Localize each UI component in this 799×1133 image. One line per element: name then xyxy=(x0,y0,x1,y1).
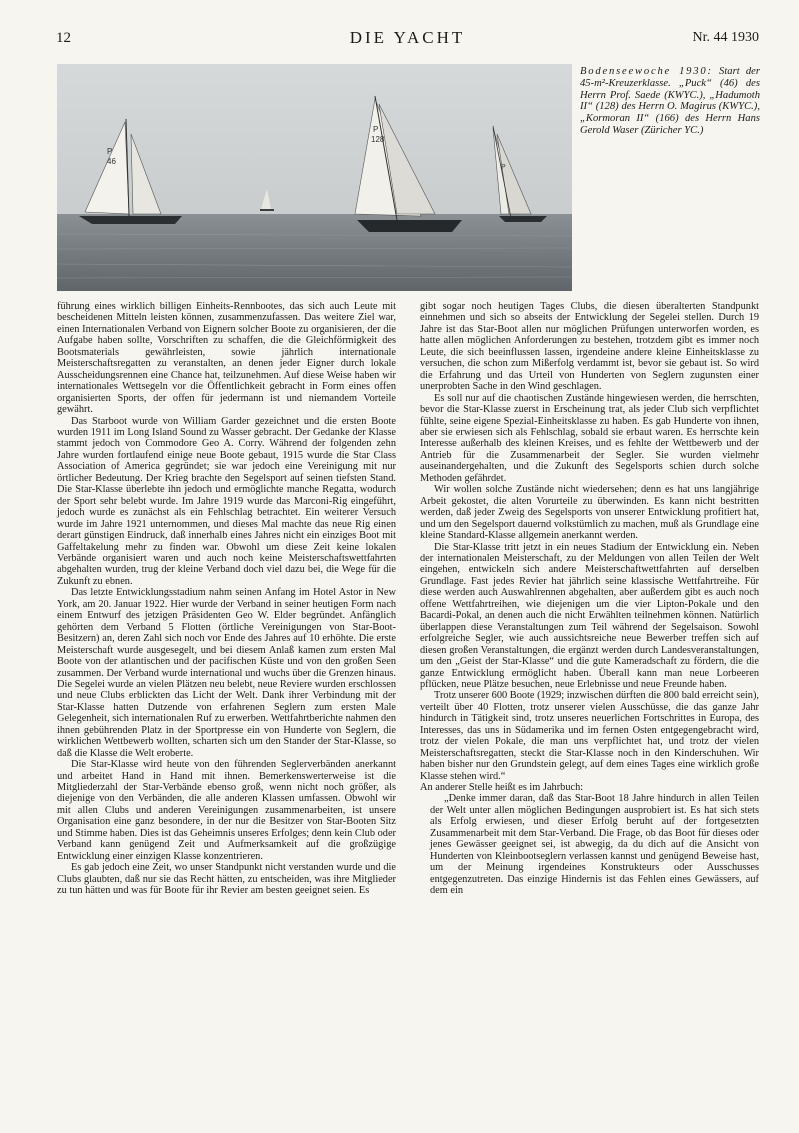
paragraph: Die Star-Klasse wird heute von den führenden Seglerverbänden anerkannt und arbeitet Hand in Hand mit ihnen. Bemerkenswerterweise ist die Mitgliederzahl der Star-Verbände ebenso groß, wenn nicht noch größer, als diejenige von den Verbänden, die alle anderen Klassen umfassen. Obwohl wir mit allen Clubs und anderen Vereinigungen zusammenarbeiten, ist unsere Organisation eine ganz besondere, in der nur die Besitzer von Star-Booten Sitz und Stimme haben. Dies ist das Geheimnis unseres Erfolges; denn kein Club oder Verband kann genügend Zeit und Aufmerksamkeit auf die großzügige Entwicklung einer einzigen Klasse konzentrieren. xyxy=(57,759,396,862)
svg-text:46: 46 xyxy=(107,157,116,166)
paragraph: Das Starboot wurde von William Garder gezeichnet und die ersten Boote wurden 1911 im Long Island Sound zu Wasser gebracht. Der Gedanke der Klasse stammt jedoch von Commodore Geo A. Corry. Während der folgenden zehn Jahre wurden fortlaufend einige neue Boote gebaut, 1915 wurde die Star Class Association of America gegründet; sie war jedoch eine Vereinigung mit nur örtlicher Bedeutung. Der Krieg brachte den Segelsport auf seinen tiefsten Stand. Die Star-Klasse überlebte ihn jedoch und ermöglichte manche Regatta, wodurch der Sport sehr belebt wurde. Im Jahre 1919 wurde das Marconi-Rig eingeführt, jedoch wurde es zunächst als ein Fehlschlag betrachtet. Ein weiterer Versuch wurde im Jahre 1921 unternommen, und dieses Mal machte das neue Rig einen derart günstigen Eindruck, daß innerhalb eines Jahres nicht ein einziges Boot mit Gaffeltakelung mehr zu finden war. Obwohl um diese Zeit keine lokalen Verbände organisiert waren und auch noch keine Meisterschaftswettfahrten abgehalten wurden, trug der kleine Verband doch viel dazu bei, die Wege für die Zukunft zu ebnen. xyxy=(57,415,396,587)
right-column xyxy=(420,301,759,897)
paragraph: Es soll nur auf die chaotischen Zustände hingewiesen werden, die herrschten, bevor die Star-Klasse zuerst in Erscheinung trat, als jeder Club sich verpflichtet fühlte, seine eigene Spezial-Einheitsklasse zu haben. Es gab Hunderte von ihnen, aber sie erwiesen sich als Fehlschlag, sobald sie erbaut waren. Es herrschte kein Interesse außerhalb des kleinen Kreises, und es fehlte der Wettbewerb und der Antrieb für die Zusammenarbeit der Segler. Sie wurden vielmehr auseinandergehalten, und die Zukunft des Segelsports schien durch solche Methoden gefährdet. xyxy=(420,392,759,484)
magazine-title: DIE YACHT xyxy=(349,28,466,47)
sail-number-46: P xyxy=(107,147,113,156)
svg-text:P: P xyxy=(501,164,506,171)
quote-paragraph: „Denke immer daran, daß das Star-Boot 18 Jahre hindurch in allen Teilen der Welt unter allen möglichen Bedingungen ausprobiert ist. Es hat sich stets als Erfolg erwiesen, und dieser Erfolg beruht auf der fortgesetzten Zusammenarbeit mit dem Star-Verband. Die Frage, ob das Boot für dieses oder jenes Gewässer geeignet sei, ist abwegig, da du dich auf die Ansicht von Hunderten von Kleinbootseglern verlassen kannst und genügend Beweise hast, um der Meinung irgendeines Konstrukteurs oder Ausschusses entgegenzutreten. Das einzige Hindernis ist das Fehlen eines Gewässers, auf dem ein xyxy=(430,793,759,897)
caption-heading: Bodenseewoche 1930: xyxy=(580,66,713,77)
paragraph: Die Star-Klasse tritt jetzt in ein neues Stadium der Entwicklung ein. Neben der internationalen Meisterschaft, zu der Meldungen von allen Teilen der Welt eingehen, entwickeln sich andere Meisterschaftwettfahrten auf derselben Grundlage. Fast jedes Revier hat jährlich seine klassische Wettfahrtreihe. Für diese werden auch Auswahlrennen abgehalten, aber außerdem gibt es auch noch offene Wettfahrtreihen, wie diejenigen um die vier Lipton-Pokale und den Bacardi-Pokal, an denen auch die nicht Erwählten teilnehmen können. Natürlich überlappen diese Veranstaltungen zum Teil während der Segelsaison. Sowohl erfolgreiche Segler, wie auch aussichtsreiche neue Bewerber treffen sich auf diesen großen Veranstaltungen, die ergänzt werden durch Landesveranstaltungen, um den „Geist der Star-Klasse“ und die gute Kameradschaft zu fördern, die die ganze Entwicklung ermöglicht haben. Überall kann man neue Lorbeeren pflücken, neue Plätze besuchen, neue Erlebnisse und neue Freunde haben. xyxy=(420,541,759,690)
photo-caption xyxy=(580,66,760,137)
paragraph: Wir wollen solche Zustände nicht wiedersehen; denn es hat uns langjährige Arbeit gekostet, die alten Vorurteile zu überwinden. Es kann nicht bestritten werden, daß jeder Zweig des Segelsports von unserer Entwicklung profitiert hat, und um den Segelsport dauernd volkstümlich zu machen, muß als Grundlage eine kleine Standard-Klasse allgemein anerkannt werden. xyxy=(420,484,759,542)
caption-body: Start der 45-m²-Kreuzerklasse. „Puck“ (46) des Herrn Prof. Saede (KWYC.), „Hadumoth II“ (128) des Herrn O. Magirus (KWYC.), „Kormoran II“ (166) des Herrn Hans Gerold Waser (Züricher YC.) xyxy=(580,66,761,136)
paragraph: führung eines wirklich billigen Einheits-Rennbootes, das sich auch Leute mit bescheidenen Mitteln leisten können, zusammenzufassen. Das weitere Ziel war, einen Internationalen Verband von Eignern solcher Boote zu organisieren, der die Aufgabe haben sollte, Vorschriften zu schaffen, die die Gleichförmigkeit des Bootsmaterials gewährleisten, sowie jährlich internationale Meisterschaftsregatten zu veranstalten, an denen jeder Eigner durch lokale Ausscheidungsrennen eine Chance hat, teilzunehmen. Auf diese Weise haben wir internationales Wettsegeln vor die Öffentlichkeit gebracht in Form eines offen organisierten Sports, der offen für jedermann ist und niemandem Vorteile gewährt. xyxy=(57,301,396,416)
paragraph: Das letzte Entwicklungsstadium nahm seinen Anfang im Hotel Astor in New York, am 20. Januar 1922. Hier wurde der Verband in seiner heutigen Form nach einem Entwurf des jetzigen Präsidenten Geo W. Elder begründet. Anfänglich gehörten dem Verband 5 Flotten (örtliche Vereinigungen von Star-Boot-Besitzern) an, deren Zahl sich noch vor Ende des Jahres auf 10 erhöhte. Die erste Meisterschaft wurde ausgesegelt, und bei diesem Anlaß kamen zum ersten Mal Boote von der atlantischen und der pacifischen Küste und von den großen Seen zusammen. Der Verband wurde international und wuchs über die Grenzen hinaus. Die Segelei wurde an vielen Plätzen neu belebt, neue Reviere wurden erschlossen und neue Clubs erblickten das Licht der Welt. Dank ihrer Verbindung mit der Star-Klasse hatten Dutzende von erfahrenen Seglern zum ersten Male Gelegenheit, sich internationalen Ruf zu erwerben. Wettfahrtberichte nahmen den ihnen gebührenden Platz in der Sportpresse ein von Hunderte von Seglern, die wirklichen Wettbewerb wollten, scharten sich um den Stander der Star-Klasse, so daß die Klasse die Welt eroberte. xyxy=(57,587,396,759)
sailing-photo xyxy=(57,64,572,291)
regatta-image xyxy=(57,64,572,291)
paragraph: An anderer Stelle heißt es im Jahrbuch: xyxy=(420,782,584,794)
paragraph: Es gab jedoch eine Zeit, wo unser Standpunkt nicht verstanden wurde und die Clubs glaubten, daß nur sie das Recht hätten, zu entscheiden, was ihre Mitglieder zu tun hätten und was für Boote für ihr Revier am besten geeignet seien. Es xyxy=(57,862,396,897)
page-number: 12 xyxy=(56,30,71,46)
page-header xyxy=(56,30,759,50)
left-column xyxy=(57,301,396,897)
svg-text:128: 128 xyxy=(371,135,385,144)
sail-number-128: P xyxy=(373,125,379,134)
issue-number: Nr. 44 1930 xyxy=(692,30,759,45)
paragraph: Trotz unserer 600 Boote (1929; inzwischen dürften die 800 bald erreicht sein), verteilt über 40 Flotten, trotz unserer vielen Ausschüsse, die das ganze Jahr hindurch in Tätigkeit sind, trotz unseres neuerlichen Fortschrittes in Europa, des Interesses, das uns in Südamerika und im fernen Osten entgegengebracht wird, trotz der vielen Pokale, die man uns verpflichtet hat, und trotz der vielen Meisterschaftsregatten, steckt die Star-Klasse noch in den Kinderschuhen. Wir haben bisher nur den Grundstein gelegt, auf dem eines Tages eine wirklich große Klasse stehen wird.“ xyxy=(420,690,759,782)
paragraph: gibt sogar noch heutigen Tages Clubs, die diesen überalterten Standpunkt einnehmen und sich so abseits der Entwicklung der Segelei stellen. Durch 19 Jahre ist das Star-Boot allen nur möglichen Prüfungen unterworfen worden, es hatte allen möglichen Anforderungen zu bestehen, trotzdem gibt es immer noch Leute, die sich beeinflussen lassen, irgendeine andere kleine Einheitsklasse zu versuchen, die schon zum Mißerfolg verdammt ist, bevor sie gebaut ist. So wird die Erfahrung und das Urteil von Hunderten von Seglern zugunsten einer unerprobten Sache in den Wind geschlagen. xyxy=(420,301,759,393)
